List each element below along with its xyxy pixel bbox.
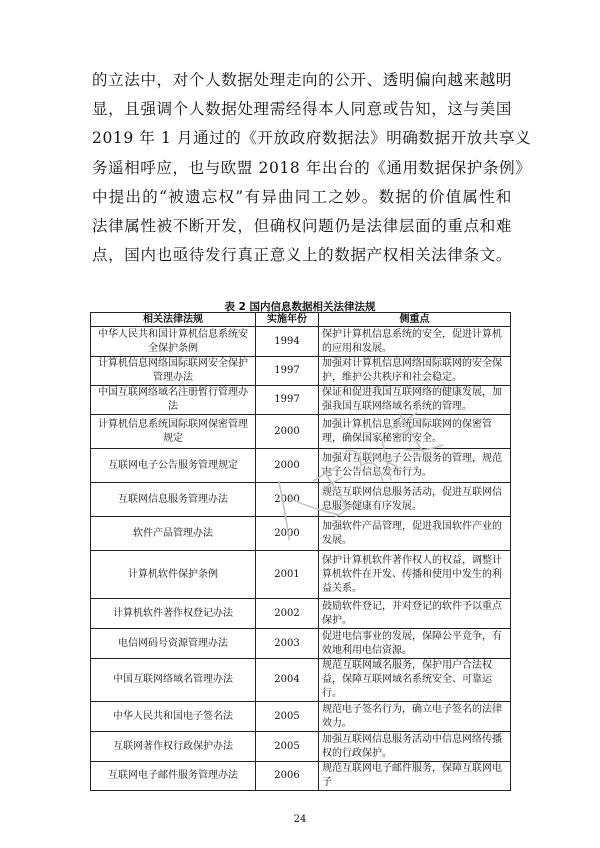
focus-cell: 规范互联网域名服务，保护用户合法权益，保障互联网域名系统安全、可靠运行。 — [319, 659, 511, 702]
focus-cell: 保证和促进我国互联网络的健康发展，加强我国互联网络域名系统的管理。 — [319, 386, 511, 415]
paragraph-line: 中提出的“被遗忘权”有异曲同工之妙。数据的价值属性和 — [92, 187, 512, 206]
paragraph-line: 2019 年 1 月通过的《开放政府数据法》明确数据开放共享义 — [92, 129, 532, 148]
paragraph-line: 法律属性被不断开发，但确权问题仍是法律层面的重点和难 — [92, 217, 512, 236]
paragraph-line: 点，国内也亟待发行真正意义上的数据产权相关法律条文。 — [92, 246, 512, 265]
focus-cell: 加强对计算机信息网络国际联网的安全保护，维护公共秩序和社会稳定。 — [319, 357, 511, 386]
table-row — [91, 629, 511, 659]
table-row — [91, 386, 511, 415]
year-cell: 2000 — [256, 415, 319, 449]
focus-cell: 规范电子签名行为，确立电子签名的法律效力。 — [319, 702, 511, 732]
law-name-cell: 软件产品管理办法 — [91, 517, 256, 551]
body-paragraph — [92, 66, 532, 270]
table-row — [91, 702, 511, 732]
table-row — [91, 327, 511, 357]
focus-cell: 促进电信事业的发展，保障公平竞争，有效地利用电信资源。 — [319, 629, 511, 659]
focus-cell: 加强对互联网电子公告服务的管理，规范电子公告信息发布行为。 — [319, 449, 511, 483]
year-cell: 2006 — [256, 762, 319, 791]
law-name-cell: 计算机信息系统国际联网保密管理规定 — [91, 415, 256, 449]
focus-cell: 加强软件产品管理，促进我国软件产业的发展。 — [319, 517, 511, 551]
year-cell: 1994 — [256, 327, 319, 357]
law-name-cell: 互联网著作权行政保护办法 — [91, 732, 256, 762]
law-name-cell: 中国互联网络域名注册暂行管理办法 — [91, 386, 256, 415]
paragraph-line: 的立法中，对个人数据处理走向的公开、透明偏向越来越明 — [92, 71, 512, 89]
table-row — [91, 659, 511, 702]
table-header-row — [91, 313, 511, 327]
focus-cell: 鼓励软件登记，并对登记的软件予以重点保护。 — [319, 599, 511, 629]
table-row — [91, 762, 511, 791]
focus-cell: 保护计算机信息系统的安全，促进计算机的应用和发展。 — [319, 327, 511, 357]
law-name-cell: 计算机软件著作权登记办法 — [91, 599, 256, 629]
table-row — [91, 483, 511, 517]
law-name-cell: 计算机信息网络国际联网安全保护管理办法 — [91, 357, 256, 386]
law-name-cell: 互联网电子邮件服务管理办法 — [91, 762, 256, 791]
law-name-cell: 互联网电子公告服务管理规定 — [91, 449, 256, 483]
table-row — [91, 551, 511, 599]
paragraph-line: 显，且强调个人数据处理需经得本人同意或告知，这与美国 — [92, 100, 512, 119]
focus-cell: 保护计算机软件著作权人的权益，调整计算机软件在开发、传播和使用中发生的利益关系。 — [319, 551, 511, 599]
laws-table — [90, 312, 511, 791]
law-name-cell: 中国互联网络域名管理办法 — [91, 659, 256, 702]
table-row — [91, 357, 511, 386]
year-cell: 2004 — [256, 659, 319, 702]
focus-cell: 规范互联网电子邮件服务，保障互联网电子 — [319, 762, 511, 791]
focus-cell: 规范互联网信息服务活动，促进互联网信息服务健康有序发展。 — [319, 483, 511, 517]
law-name-cell: 中华人民共和国电子签名法 — [91, 702, 256, 732]
header-year: 实施年份 — [256, 313, 319, 327]
year-cell: 2003 — [256, 629, 319, 659]
paragraph-line: 务遥相呼应，也与欧盟 2018 年出台的《通用数据保护条例》 — [92, 158, 532, 177]
table-row — [91, 732, 511, 762]
header-focus: 侧重点 — [319, 313, 511, 327]
year-cell: 2000 — [256, 483, 319, 517]
table-row — [91, 599, 511, 629]
table-row — [91, 517, 511, 551]
year-cell: 1997 — [256, 386, 319, 415]
table-body — [91, 327, 511, 791]
law-name-cell: 中华人民共和国计算机信息系统安全保护条例 — [91, 327, 256, 357]
header-law: 相关法律法规 — [91, 313, 256, 327]
year-cell: 2000 — [256, 517, 319, 551]
year-cell: 2001 — [256, 551, 319, 599]
law-name-cell: 互联网信息服务管理办法 — [91, 483, 256, 517]
focus-cell: 加强互联网信息服务活动中信息网络传播权的行政保护。 — [319, 732, 511, 762]
focus-cell: 加强计算机信息系统国际联网的保密管理，确保国家秘密的安全。 — [319, 415, 511, 449]
law-name-cell: 电信网码号资源管理办法 — [91, 629, 256, 659]
year-cell: 2005 — [256, 702, 319, 732]
year-cell: 2002 — [256, 599, 319, 629]
table-row — [91, 415, 511, 449]
year-cell: 2005 — [256, 732, 319, 762]
year-cell: 2000 — [256, 449, 319, 483]
law-name-cell: 计算机软件保护条例 — [91, 551, 256, 599]
year-cell: 1997 — [256, 357, 319, 386]
table-caption: 表 2 国内信息数据相关法律法规 — [224, 301, 376, 313]
table-row — [91, 449, 511, 483]
page-number: 24 — [293, 814, 307, 825]
